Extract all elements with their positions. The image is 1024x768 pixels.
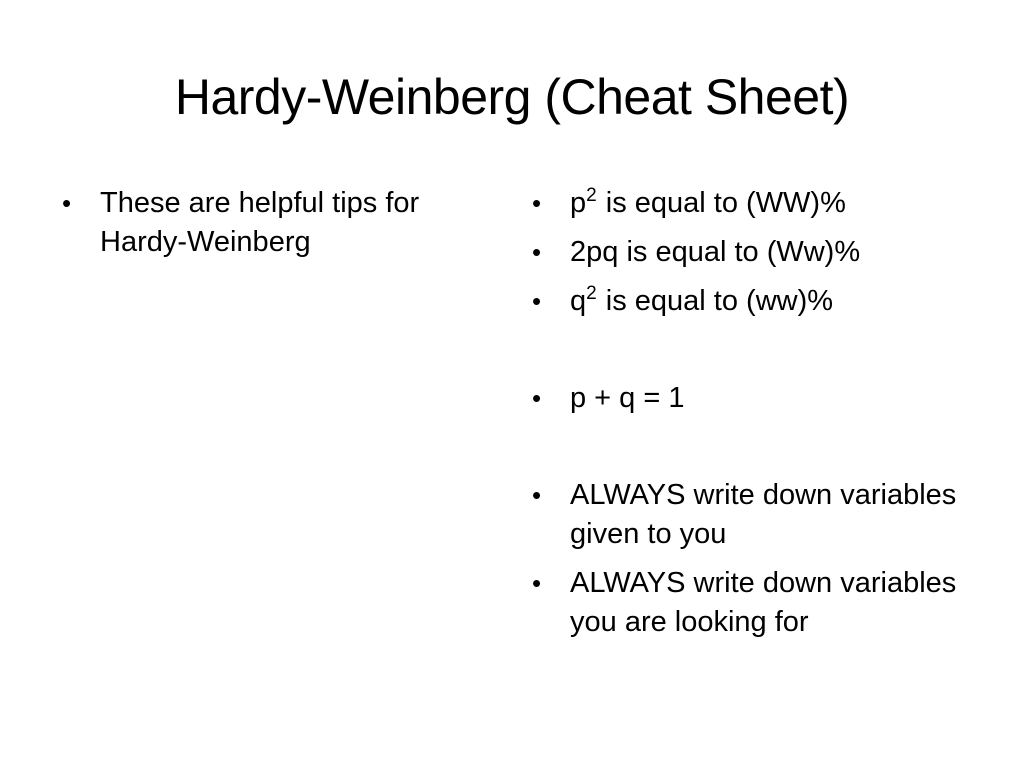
right-column: [528, 184, 968, 652]
bullet-rest-text: is equal to (ww)%: [597, 285, 834, 317]
left-column: [58, 184, 498, 272]
bullet-item: [58, 184, 498, 262]
bullet-item-p-squared: [528, 184, 968, 223]
bullet-text: ALWAYS write down variables given to you: [570, 479, 957, 550]
exponent: 2: [586, 283, 597, 304]
bullet-text: [570, 187, 846, 219]
bullet-item-variables-given: [528, 476, 968, 554]
spacer: [528, 331, 968, 379]
bullet-item-p-plus-q: [528, 379, 968, 418]
bullet-dot: •: [532, 286, 542, 316]
slide-title: Hardy-Weinberg (Cheat Sheet): [174, 69, 850, 125]
spacer: [528, 428, 968, 476]
bullet-dot: •: [532, 188, 542, 218]
bullet-item-q-squared: [528, 282, 968, 321]
bullet-text: 2pq is equal to (Ww)%: [570, 236, 861, 268]
bullet-text: ALWAYS write down variables you are looking for: [570, 567, 957, 638]
bullet-dot: •: [532, 568, 542, 598]
bullet-dot: •: [532, 237, 542, 267]
bullet-dot: •: [532, 383, 542, 413]
bullet-text: p + q = 1: [570, 382, 685, 414]
bullet-item-2pq: [528, 233, 968, 272]
variable-base: q: [570, 285, 587, 317]
bullet-text: [570, 285, 833, 317]
variable-base: p: [570, 187, 587, 219]
bullet-text: These are helpful tips for Hardy-Weinberg: [100, 187, 420, 258]
bullet-dot: •: [532, 480, 542, 510]
exponent: 2: [586, 185, 597, 206]
bullet-item-variables-looking-for: [528, 564, 968, 642]
bullet-dot: •: [62, 188, 72, 218]
bullet-rest-text: is equal to (WW)%: [597, 187, 846, 219]
